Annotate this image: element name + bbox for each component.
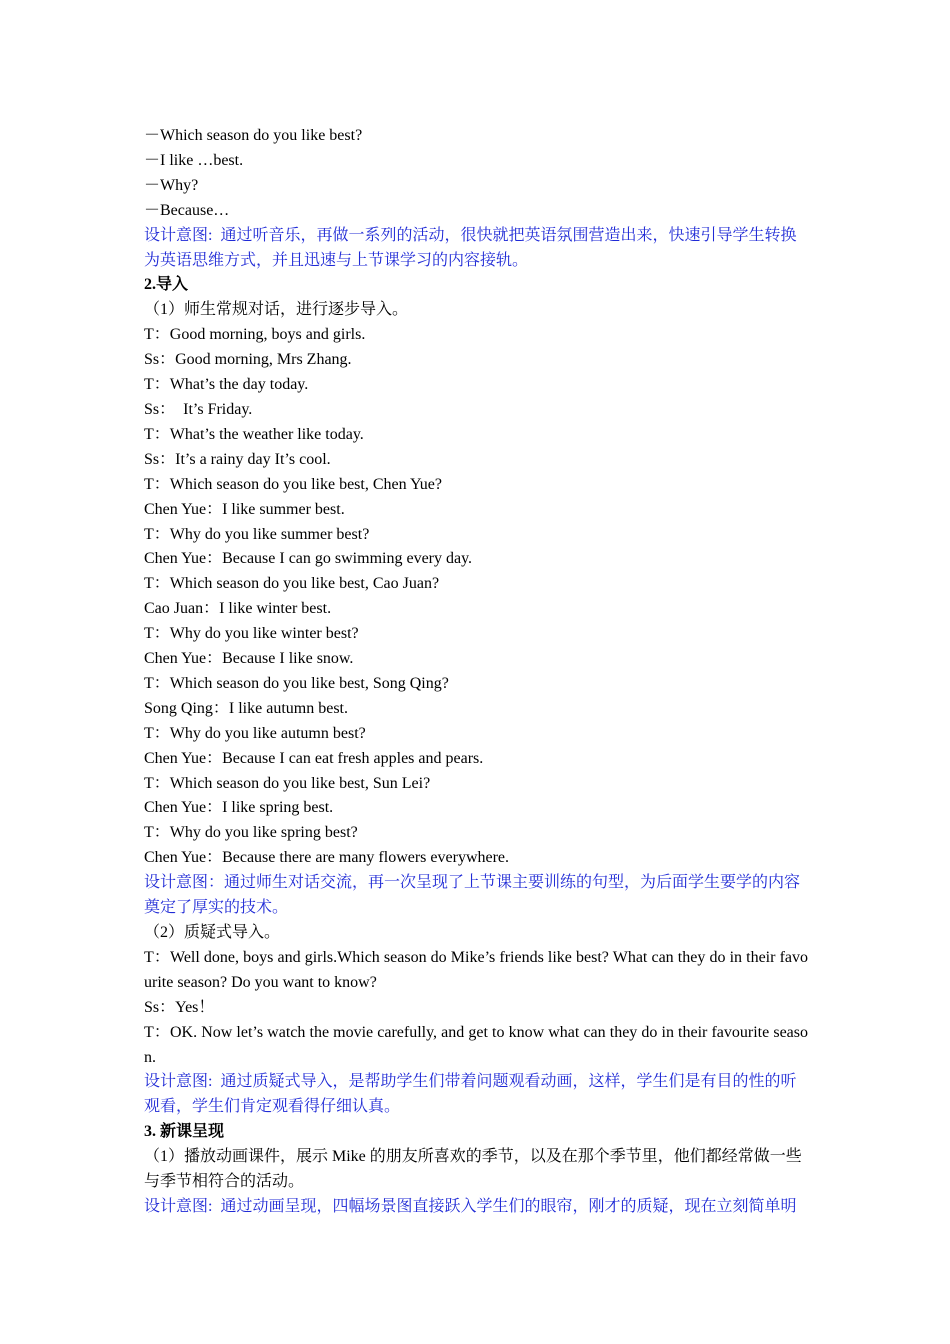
text-line: T：Which season do you like best, Song Qing? (144, 674, 449, 692)
text-line: Chen Yue：Because I can eat fresh apples and pears. (144, 749, 484, 767)
text-line: T：Which season do you like best, Chen Yue? (144, 475, 443, 493)
text-line: Chen Yue：Because there are many flowers everywhere. (144, 849, 510, 867)
text-line: Song Qing：I like autumn best. (144, 699, 348, 717)
text-line: T：Why do you like spring best? (144, 824, 358, 842)
text-line: －Which season do you like best? (144, 127, 363, 144)
text-line: －Why? (144, 176, 199, 194)
document-page (144, 124, 808, 1220)
text-line: T：Which season do you like best, Cao Juan? (144, 575, 440, 593)
dialogue-line: T：OK. Now let’s watch the movie carefully, and get to know what can they do in their favourite season. (144, 1023, 808, 1066)
text-line: Chen Yue：I like summer best. (144, 500, 345, 518)
text-line: Cao Juan：I like winter best. (144, 600, 332, 618)
design-intent-note: 设计意图: 通过听音乐，再做一系列的活动，很快就把英语氛围营造出来，快速引导学生转换为英语思维方式，并且迅速与上节课学习的内容接轨。 (144, 226, 797, 269)
section-heading: 2.导入 (144, 276, 189, 294)
text-line: Ss：It’s a rainy day It’s cool. (144, 450, 331, 468)
text-line: T：Why do you like summer best? (144, 525, 370, 543)
dialogue-line: T：Well done, boys and girls.Which season do Mike’s friends like best? What can they do in their favourite season? Do you want to know? (144, 948, 809, 991)
text-line: T：Good morning, boys and girls. (144, 326, 366, 344)
text-line: （1）播放动画课件，展示 Mike 的朋友所喜欢的季节，以及在那个季节里，他们都经常做一些与季节相符合的活动。 (144, 1148, 802, 1191)
text-line: Ss：Yes！ (144, 998, 215, 1016)
text-line: Chen Yue：I like spring best. (144, 799, 334, 817)
text-line: －Because… (144, 201, 230, 219)
text-line: T：Which season do you like best, Sun Lei? (144, 774, 431, 792)
text-line: Chen Yue：Because I like snow. (144, 650, 354, 668)
text-line: －I like …best. (144, 151, 244, 169)
design-intent-note: 设计意图: 通过动画呈现，四幅场景图直接跃入学生们的眼帘，刚才的质疑，现在立刻简单明 (144, 1197, 797, 1215)
text-line: T：Why do you like winter best? (144, 625, 359, 643)
text-line: T：What’s the day today. (144, 376, 309, 394)
text-line: Chen Yue：Because I can go swimming every day. (144, 550, 473, 568)
section-heading: 3. 新课呈现 (144, 1123, 225, 1141)
text-line: （1）师生常规对话，进行逐步导入。 (144, 301, 409, 319)
design-intent-note: 设计意图：通过师生对话交流，再一次呈现了上节课主要训练的句型，为后面学生要学的内容奠定了厚实的技术。 (144, 874, 801, 917)
design-intent-note: 设计意图: 通过质疑式导入，是帮助学生们带着问题观看动画，这样，学生们是有目的性的听观看，学生们肯定观看得仔细认真。 (144, 1073, 797, 1116)
text-line: （2）质疑式导入。 (144, 924, 281, 941)
text-line: Ss：Good morning, Mrs Zhang. (144, 351, 352, 369)
text-line: T：Why do you like autumn best? (144, 724, 366, 742)
text-line: T：What’s the weather like today. (144, 425, 364, 443)
text-line: Ss： It’s Friday. (144, 400, 253, 418)
